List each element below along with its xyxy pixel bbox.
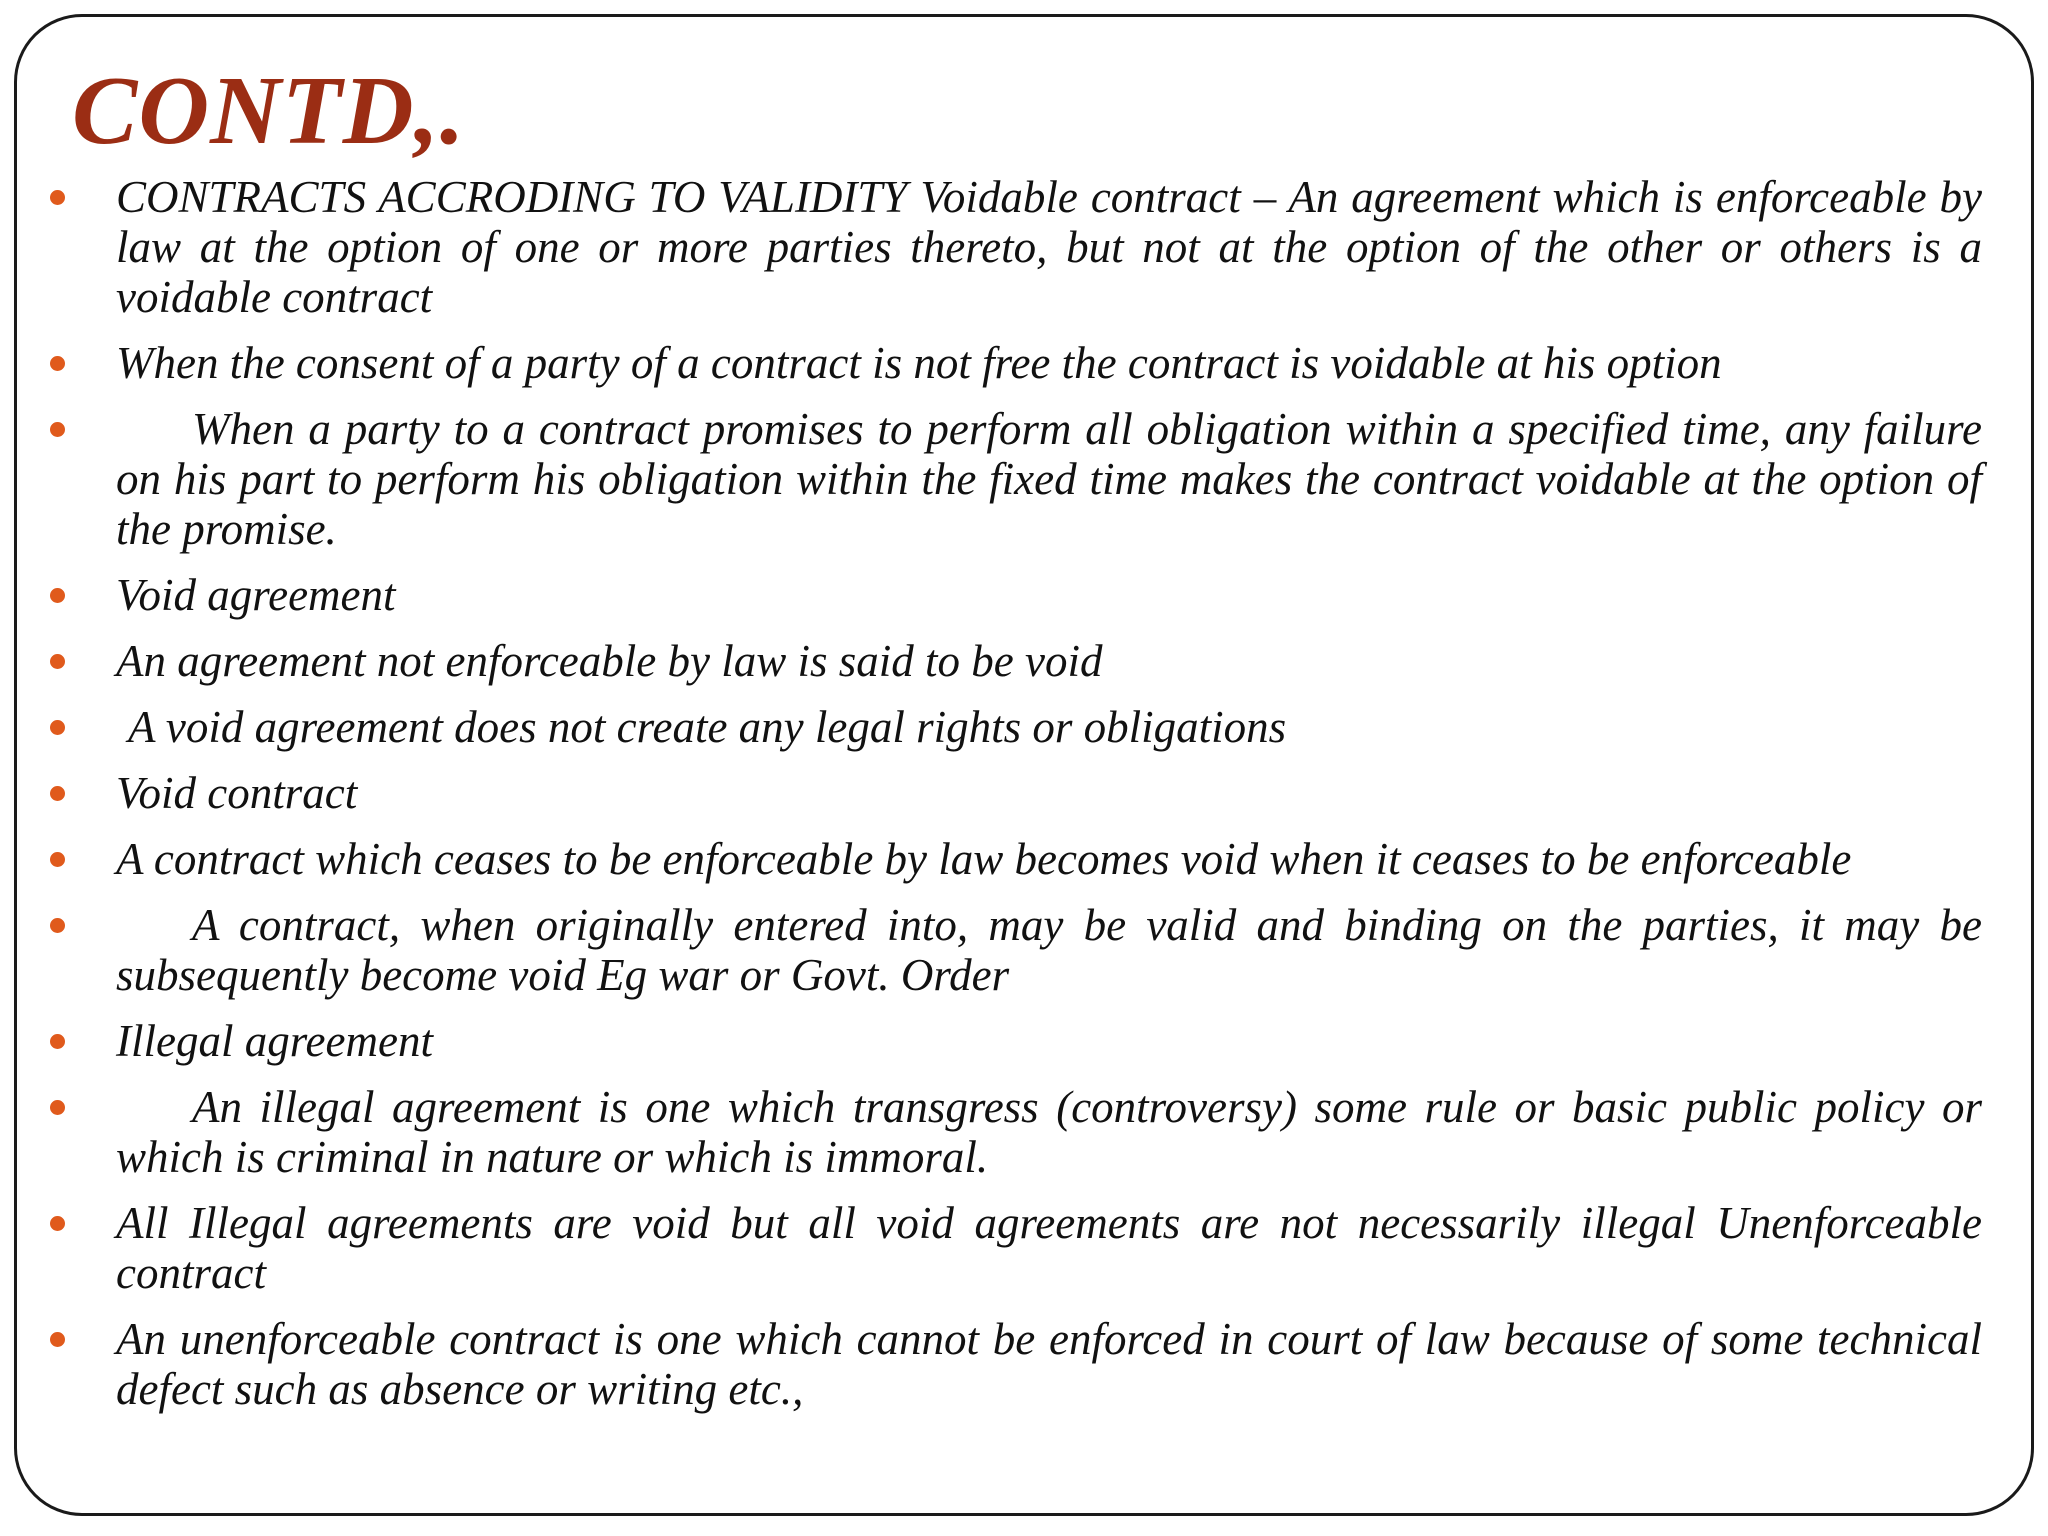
bullet-dot-icon [50,720,65,735]
bullet-item-4 [40,570,1982,620]
bullet-text: All Illegal agreements are void but all void agreements are not necessarily illegal Unenforceable contract [116,1198,1982,1298]
bullet-text: CONTRACTS ACCRODING TO VALIDITY Voidable contract – An agreement which is enforceable by law at the option of one or more parties thereto, but not at the option of the other or others is a voidable contract [116,172,1982,322]
bullet-dot-icon [50,422,65,437]
bullet-dot-icon [50,588,65,603]
bullet-item-1 [40,172,1982,322]
bullet-dot-icon [50,654,65,669]
bullet-dot-icon [50,1216,65,1231]
bullet-list [40,172,1982,1430]
bullet-item-10 [40,1016,1982,1066]
bullet-text: An illegal agreement is one which transgress (controversy) some rule or basic public policy or which is criminal in nature or which is immoral. [116,1082,1982,1182]
bullet-item-9 [40,900,1982,1000]
bullet-text: When a party to a contract promises to perform all obligation within a specified time, any failure on his part to perform his obligation within the fixed time makes the contract voidable at the option of the promise. [116,404,1982,554]
bullet-text: Void agreement [116,570,396,620]
bullet-item-13 [40,1314,1982,1414]
bullet-text: An unenforceable contract is one which cannot be enforced in court of law because of some technical defect such as absence or writing etc., [116,1314,1982,1414]
bullet-dot-icon [50,356,65,371]
bullet-text: A contract, when originally entered into, may be valid and binding on the parties, it may be subsequently become void Eg war or Govt. Order [116,900,1982,1000]
bullet-text: When the consent of a party of a contract is not free the contract is voidable at his option [116,338,1722,388]
bullet-text: A void agreement does not create any legal rights or obligations [128,702,1287,752]
bullet-item-7 [40,768,1982,818]
bullet-text: An agreement not enforceable by law is said to be void [116,636,1103,686]
bullet-item-12 [40,1198,1982,1298]
bullet-dot-icon [50,1332,65,1347]
bullet-item-2 [40,338,1982,388]
bullet-dot-icon [50,190,65,205]
bullet-dot-icon [50,852,65,867]
bullet-text: Illegal agreement [116,1016,433,1066]
slide-title: CONTD,. [72,57,466,165]
bullet-item-8 [40,834,1982,884]
bullet-text: Void contract [116,768,358,818]
bullet-item-5 [40,636,1982,686]
bullet-item-6 [40,702,1982,752]
bullet-item-11 [40,1082,1982,1182]
bullet-dot-icon [50,1100,65,1115]
bullet-dot-icon [50,786,65,801]
bullet-dot-icon [50,1034,65,1049]
bullet-text: A contract which ceases to be enforceable by law becomes void when it ceases to be enforceable [116,834,1852,884]
bullet-dot-icon [50,918,65,933]
bullet-item-3 [40,404,1982,554]
